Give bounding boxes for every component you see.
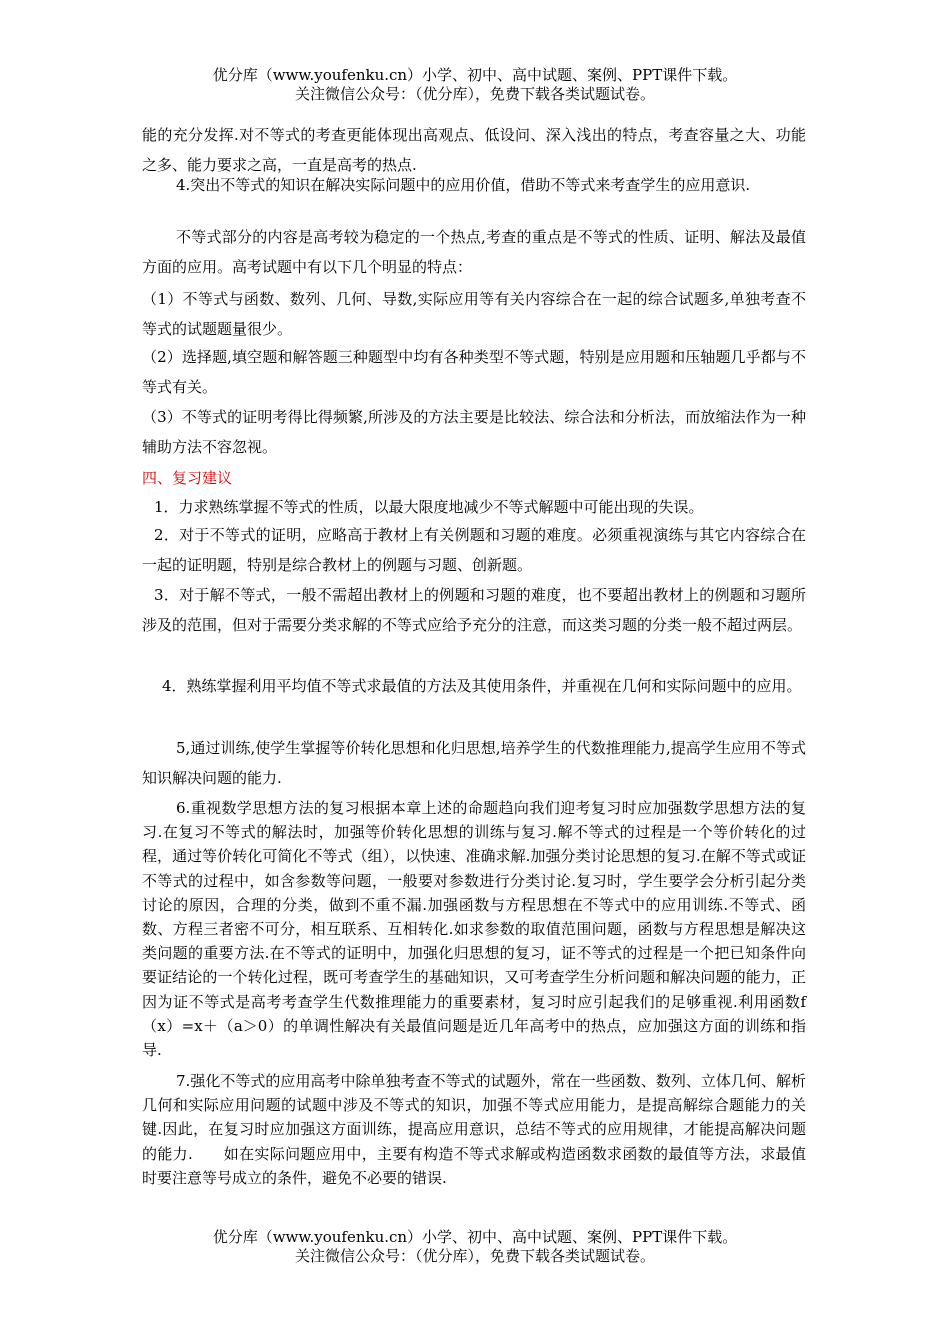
suggestion-2: 2．对于不等式的证明，应略高于教材上有关例题和习题的难度。必须重视演练与其它内容综合在一起的证明题，特别是综合教材上的例题与习题、创新题。 — [142, 526, 806, 574]
page-footer — [0, 1228, 950, 1266]
suggestion-5: 5,通过训练,使学生掌握等价转化思想和化归思想,培养学生的代数推理能力,提高学生应用不等式知识解决问题的能力. — [142, 739, 806, 787]
feature-item-3: （3）不等式的证明考得比得频繁,所涉及的方法主要是比较法、综合法和分析法，而放缩法作为一种辅助方法不容忽视。 — [142, 408, 806, 456]
suggestion-6: 6.重视数学思想方法的复习根据本章上述的命题趋向我们迎考复习时应加强数学思想方法的复习.在复习不等式的解法时，加强等价转化思想的训练与复习.解不等式的过程是一个等价转化的过程，通过等价转化可简化不等式（组），以快速、准确求解.加强分类讨论思想的复习.在解不等式或证不等式的过程中，如含参数等问题，一般要对参数进行分类讨论.复习时，学生要学会分析引起分类讨论的原因，合理的分类，做到不重不漏.加强函数与方程思想在不等式中的应用训练.不等式、函数、方程三者密不可分，相互联系、互相转化.如求参数的取值范围问题，函数与方程思想是解决这类问题的重要方法.在不等式的证明中，加强化归思想的复习，证不等式的过程是一个把已知条件向要证结论的一个转化过程，既可考查学生的基础知识，又可考查学生分析问题和解决问题的能力，正因为证不等式是高考考查学生代数推理能力的重要素材，复习时应引起我们的足够重视.利用函数f（x）=x＋（a＞0）的单调性解决有关最值问题是近几年高考中的热点，应加强这方面的训练和指导. — [142, 799, 806, 1060]
header-line-1: 优分库（www.youfenku.cn）小学、初中、高中试题、案例、PPT课件下载。 — [212, 66, 738, 84]
feature-item-1: （1）不等式与函数、数列、几何、导数,实际应用等有关内容综合在一起的综合试题多,单独考查不等式的试题题量很少。 — [142, 290, 806, 338]
page-header — [0, 66, 950, 104]
paragraph-intro: 不等式部分的内容是高考较为稳定的一个热点,考查的重点是不等式的性质、证明、解法及最值方面的应用。高考试题中有以下几个明显的特点： — [142, 228, 806, 276]
footer-line-2: 关注微信公众号：（优分库），免费下载各类试题试卷。 — [294, 1247, 655, 1265]
suggestion-7: 7.强化不等式的应用高考中除单独考查不等式的试题外，常在一些函数、数列、立体几何、解析几何和实际应用问题的试题中涉及不等式的知识，加强不等式应用能力，是提高解综合题能力的关键.因此，在复习时应加强这方面训练，提高应用意识，总结不等式的应用规律，才能提高解决问题的能力. 如在实际问题应用中，主要有构造不等式求解或构造函数求函数的最值等方法，求最值时要注意等号成立的条件，避免不必要的错误. — [142, 1072, 806, 1187]
suggestion-1: 1．力求熟练掌握不等式的性质，以最大限度地减少不等式解题中可能出现的失误。 — [154, 498, 704, 516]
suggestion-3: 3．对于解不等式，一般不需超出教材上的例题和习题的难度，也不要超出教材上的例题和习题所涉及的范围，但对于需要分类求解的不等式应给予充分的注意，而这类习题的分类一般不超过两层。 — [142, 586, 806, 634]
suggestion-4: 4．熟练掌握利用平均值不等式求最值的方法及其使用条件，并重视在几何和实际问题中的应用。 — [162, 677, 802, 695]
paragraph-continuation: 能的充分发挥.对不等式的考查更能体现出高观点、低设问、深入浅出的特点，考查容量之大、功能之多、能力要求之高，一直是高考的热点. — [142, 126, 806, 174]
paragraph-point-4: 4.突出不等式的知识在解决实际问题中的应用价值，借助不等式来考查学生的应用意识. — [176, 176, 751, 194]
feature-item-2: （2）选择题,填空题和解答题三种题型中均有各种类型不等式题，特别是应用题和压轴题几乎都与不等式有关。 — [142, 348, 806, 396]
section-title: 四、复习建议 — [142, 469, 233, 487]
header-line-2: 关注微信公众号：（优分库），免费下载各类试题试卷。 — [294, 85, 655, 103]
footer-line-1: 优分库（www.youfenku.cn）小学、初中、高中试题、案例、PPT课件下载。 — [212, 1228, 738, 1246]
